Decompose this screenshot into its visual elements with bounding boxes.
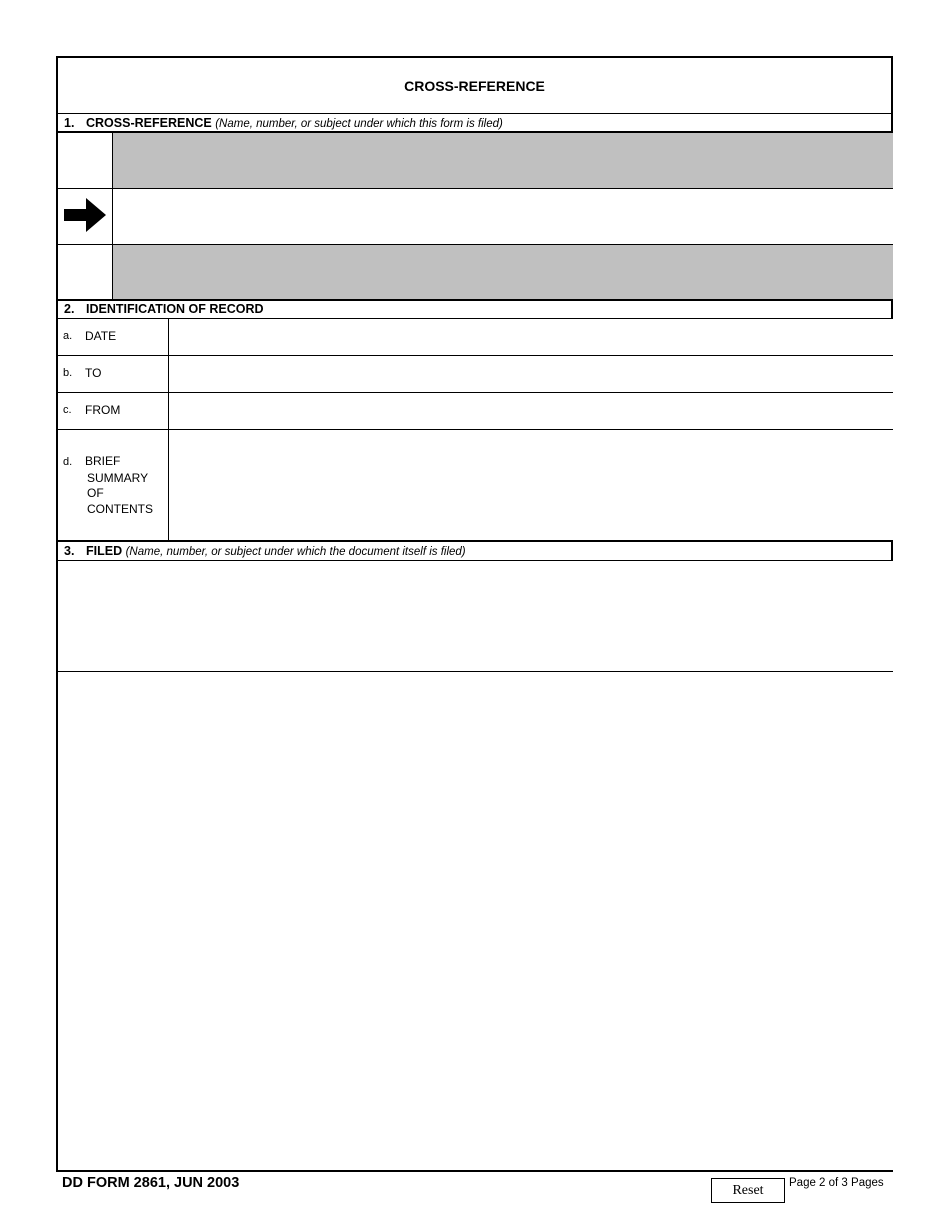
row-letter: c.: [63, 404, 72, 417]
section2-number: 2.: [64, 302, 75, 316]
reset-button[interactable]: Reset: [711, 1178, 785, 1203]
section3-number: 3.: [64, 544, 75, 558]
section2-header: [58, 300, 891, 318]
to-field[interactable]: [169, 356, 893, 392]
section1-note: (Name, number, or subject under which this form is filed): [215, 118, 503, 130]
section3-name: FILED: [86, 544, 123, 558]
cross-reference-form: [56, 56, 893, 1172]
filed-field[interactable]: [58, 561, 893, 671]
section1-number: 1.: [64, 116, 75, 130]
from-label: [58, 393, 168, 429]
date-field[interactable]: [169, 319, 893, 355]
form-title: CROSS-REFERENCE: [404, 78, 545, 94]
summary-line: BRIEF: [85, 454, 121, 468]
summary-line: OF: [87, 486, 104, 500]
to-label: [58, 356, 168, 392]
summary-line: SUMMARY: [87, 470, 149, 485]
row-label-text: FROM: [85, 403, 121, 418]
summary-label: [58, 454, 168, 517]
section3-note: (Name, number, or subject under which the document itself is filed): [125, 546, 466, 558]
row-label-text: DATE: [85, 329, 117, 344]
row-letter: b.: [63, 367, 73, 380]
form-identifier: DD FORM 2861, JUN 2003: [62, 1175, 240, 1191]
section2-name: IDENTIFICATION OF RECORD: [86, 302, 264, 316]
cross-reference-field-bottom[interactable]: [113, 245, 893, 299]
section1-header: [58, 114, 891, 132]
from-field[interactable]: [169, 393, 893, 429]
cross-reference-field-top[interactable]: [113, 133, 893, 188]
summary-field[interactable]: [169, 430, 893, 540]
section1-name: CROSS-REFERENCE: [86, 116, 212, 130]
row-letter: a.: [63, 330, 73, 343]
date-label: [58, 319, 168, 355]
section3-header: [58, 542, 891, 560]
row-label-text: TO: [85, 366, 102, 381]
summary-line: CONTENTS: [87, 501, 153, 516]
arrow-right-icon: [64, 198, 108, 232]
remarks-field[interactable]: [58, 672, 893, 1170]
page-info: Page 2 of 3 Pages: [789, 1177, 884, 1189]
cross-reference-field-middle[interactable]: [113, 189, 893, 244]
row-letter: d.: [63, 456, 73, 468]
